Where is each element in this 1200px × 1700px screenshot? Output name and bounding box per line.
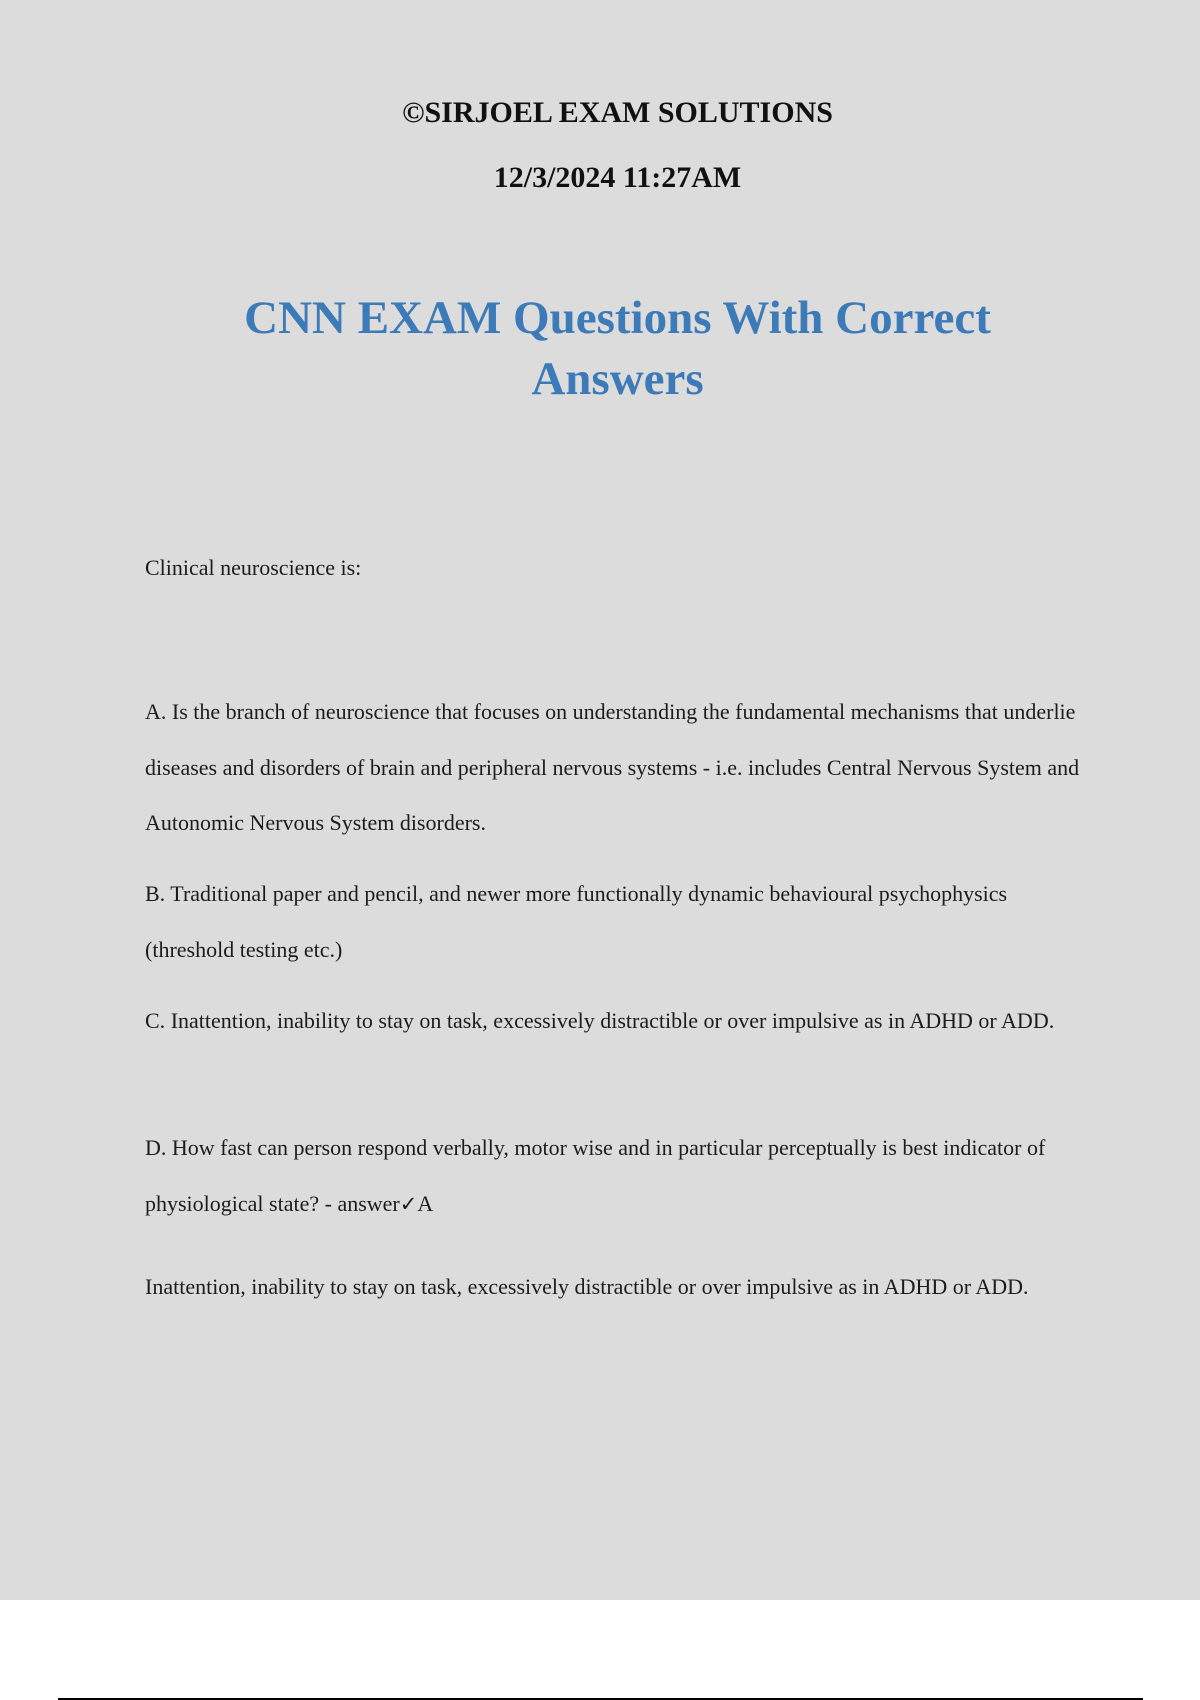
option-d-text: How fast can person respond verbally, motor wise and in particular perceptually is best indicator of physiological state? - answer xyxy=(145,1135,1046,1216)
title-line-1: CNN EXAM Questions With Correct xyxy=(244,292,991,344)
title-line-2: Answers xyxy=(531,353,704,405)
checkmark-icon: ✓ xyxy=(399,1191,418,1216)
option-a-letter: A. xyxy=(145,699,167,724)
option-d-letter: D. xyxy=(145,1135,167,1160)
next-question-prompt: Inattention, inability to stay on task, excessively distractible or over impulsive as in ADHD or ADD. xyxy=(145,1274,1029,1299)
document-title xyxy=(0,288,1200,410)
option-d xyxy=(145,1120,1095,1232)
option-c-letter: C. xyxy=(145,1008,166,1033)
document-datetime: 12/3/2024 11:27AM xyxy=(493,161,742,194)
option-a-text: Is the branch of neuroscience that focuses on understanding the fundamental mechanisms that underlie diseases and disorders of brain and peripheral nervous systems - i.e. includes Central Nervous System and Autonomic Nervous System disorders. xyxy=(145,699,1080,835)
option-b xyxy=(145,866,1095,977)
option-c xyxy=(145,993,1095,1049)
option-c-text: Inattention, inability to stay on task, excessively distractible or over impulsive as in ADHD or ADD. xyxy=(170,1008,1055,1033)
brand-header: ©SIRJOEL EXAM SOLUTIONS xyxy=(402,96,833,129)
option-b-letter: B. xyxy=(145,881,166,906)
option-a xyxy=(145,684,1095,851)
option-b-text: Traditional paper and pencil, and newer more functionally dynamic behavioural psychophysics (threshold testing etc.) xyxy=(145,881,1008,962)
answer-letter: A xyxy=(417,1190,434,1216)
question-prompt: Clinical neuroscience is: xyxy=(145,555,362,580)
